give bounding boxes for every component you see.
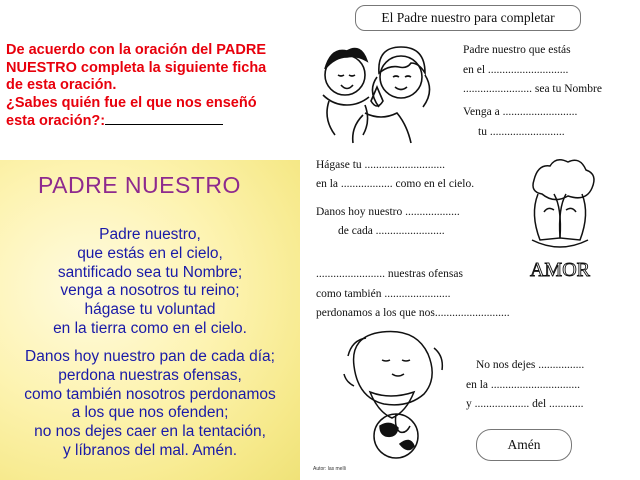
amor-label: AMOR [529, 259, 591, 281]
prayer-stanza-1 [0, 226, 300, 339]
cloud-shape [533, 160, 594, 200]
child-globe-illustration [340, 326, 452, 460]
prayer-line: no nos dejes caer en la tentación, [34, 423, 266, 441]
prayer-card [0, 160, 300, 480]
worksheet-line[interactable]: Danos hoy nuestro ................... [316, 206, 460, 218]
prayer-line: en la tierra como en el cielo. [53, 319, 247, 337]
prayer-line: venga a nosotros tu reino; [60, 282, 240, 300]
praying-hands-amor-illustration [514, 152, 606, 282]
worksheet-title: El Padre nuestro para completar [355, 5, 581, 31]
amen-label: Amén [476, 429, 572, 461]
instructions-question-line [6, 112, 296, 131]
worksheet-line[interactable]: de cada ........................ [338, 225, 445, 237]
worksheet-line[interactable]: en la .................. como en el cielo. [316, 178, 475, 190]
worksheet-line[interactable]: ........................ sea tu Nombre [463, 83, 602, 95]
worksheet-line[interactable]: en la ............................... [466, 379, 581, 391]
worksheet-line[interactable]: como también ....................... [316, 288, 451, 300]
worksheet-line: Padre nuestro que estás [463, 44, 571, 56]
instructions-line: de esta oración. [6, 77, 117, 93]
worksheet-line[interactable]: y ................... del ............ [466, 398, 584, 410]
praying-children-illustration [305, 35, 445, 145]
instructions-line: De acuerdo con la oración del PADRE [6, 42, 266, 58]
prayer-stanza-2 [0, 348, 300, 461]
question-text: esta oración?: [6, 113, 106, 129]
instructions-line: NUESTRO completa la siguiente ficha [6, 59, 267, 76]
author-credit: Autor: las melli [313, 466, 346, 472]
prayer-line: hágase tu voluntad [84, 301, 216, 319]
child-head [354, 331, 433, 404]
instructions-line: ¿Sabes quién fue el que nos enseñó [6, 94, 257, 111]
prayer-line: como también nosotros perdonamos [24, 385, 276, 403]
prayer-line: perdona nuestras ofensas, [58, 366, 242, 384]
worksheet-line[interactable]: ........................ nuestras ofensas [316, 268, 463, 280]
child-face [380, 56, 422, 98]
worksheet-line[interactable]: Venga a .......................... [463, 106, 578, 118]
answer-blank[interactable] [105, 112, 223, 125]
prayer-line: santificado sea tu Nombre; [57, 263, 243, 281]
prayer-line: que estás en el cielo, [77, 244, 223, 262]
worksheet-line[interactable]: en el ............................ [463, 64, 569, 76]
prayer-line: y líbranos del mal. Amén. [62, 441, 238, 459]
prayer-title: PADRE NUESTRO [38, 172, 241, 198]
worksheet-line[interactable]: tu .......................... [478, 126, 565, 138]
prayer-line: a los que nos ofenden; [71, 404, 229, 422]
worksheet-line[interactable]: No nos dejes ................ [476, 359, 585, 371]
prayer-line: Danos hoy nuestro pan de cada día; [25, 348, 275, 365]
worksheet-line[interactable]: perdonamos a los que nos.......................... [316, 307, 510, 319]
instructions-text [6, 42, 296, 131]
prayer-line: Padre nuestro, [99, 226, 201, 243]
worksheet-line[interactable]: Hágase tu ............................ [316, 159, 446, 171]
